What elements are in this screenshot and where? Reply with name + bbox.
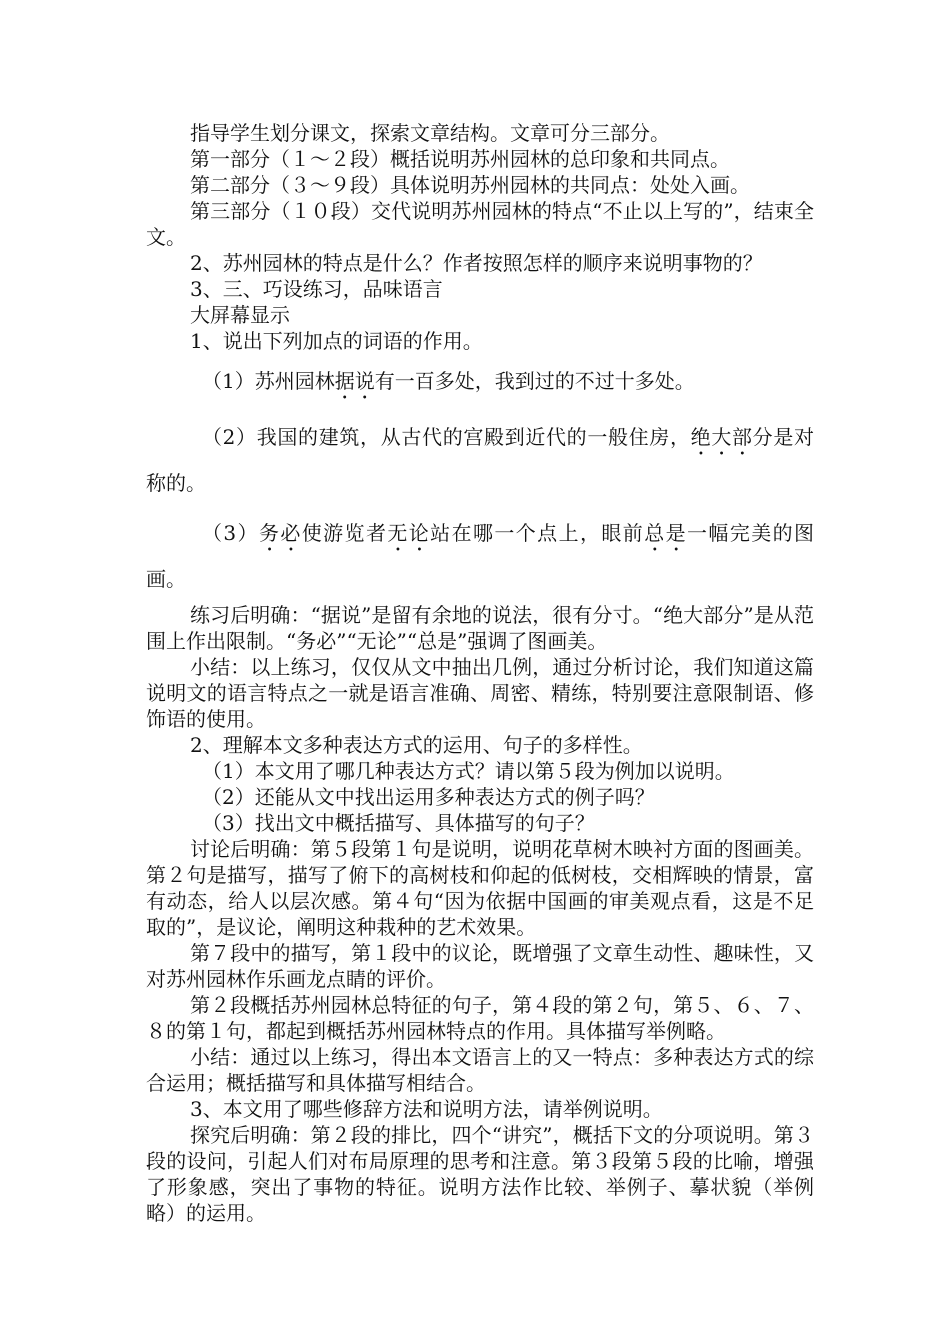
emphasis-dotted-word: 据说 [334,369,375,393]
paragraph: 2、理解本文多种表达方式的运用、句子的多样性。 [190,733,643,757]
example-sentence-1 [146,358,814,404]
paragraph: 第三部分（１０段）交代说明苏州园林的特点“不止以上写的”，结束全文。 [146,199,814,249]
paragraph: 小结：通过以上练习，得出本文语言上的又一特点：多种表达方式的综合运用；概括描写和具体描写相结合。 [146,1045,814,1095]
example-sentence-3 [146,510,814,602]
emphasis-dotted-word: 务必 [258,521,302,545]
sentence-text: 一幅完美的图画。 [146,521,815,591]
paragraph: 讨论后明确：第５段第１句是说明，说明花草树木映衬方面的图画美。第２句是描写，描写了俯下的高树枝和仰起的低树枝，交相辉映的情景，富有动态，给人以层次感。第４句“因为依据中国画的审美观点看，这是不足取的”，是议论，阐明这种栽种的艺术效果。 [146,837,814,939]
example-sentence-2 [146,414,814,506]
paragraph: （3）找出文中概括描写、具体描写的句子？ [202,811,595,835]
paragraph: 3、三、巧设练习，品味语言 [190,277,443,301]
document-page [146,120,814,1226]
emphasis-dotted-word: 绝大部 [690,425,753,449]
paragraph: 3、本文用了哪些修辞方法和说明方法，请举例说明。 [190,1097,663,1121]
sentence-text: 站在哪一个点上，眼前 [430,521,645,545]
paragraph: 第一部分（１～２段）概括说明苏州园林的总印象和共同点。 [190,147,730,171]
paragraph: 第二部分（３～９段）具体说明苏州园林的共同点：处处入画。 [190,173,750,197]
emphasis-dotted-word: 总是 [644,521,688,545]
sentence-text: （2）我国的建筑，从古代的宫殿到近代的一般住房， [202,425,691,449]
emphasis-dotted-word: 无论 [387,521,431,545]
sentence-text: （3） [202,521,259,545]
paragraph: 2、苏州园林的特点是什么？作者按照怎样的顺序来说明事物的？ [190,251,763,275]
paragraph: （2）还能从文中找出运用多种表达方式的例子吗？ [202,785,655,809]
paragraph: 练习后明确：“据说”是留有余地的说法，很有分寸。“绝大部分”是从范围上作出限制。“务必”“无论”“总是”强调了图画美。 [146,603,814,653]
paragraph: 第２段概括苏州园林总特征的句子，第４段的第２句，第５、６、７、８的第１句，都起到概括苏州园林特点的作用。具体描写举例略。 [146,993,814,1043]
paragraph: 大屏幕显示 [190,303,290,327]
paragraph: 第７段中的描写，第１段中的议论，既增强了文章生动性、趣味性，又对苏州园林作乐画龙点睛的评价。 [146,941,814,991]
paragraph: 探究后明确：第２段的排比，四个“讲究”，概括下文的分项说明。第３段的设问，引起人们对布局原理的思考和注意。第３段第５段的比喻，增强了形象感，突出了事物的特征。说明方法作比较、举例子、摹状貌（举例略）的运用。 [146,1123,814,1225]
paragraph: 小结：以上练习，仅仅从文中抽出几例，通过分析讨论，我们知道这篇说明文的语言特点之一就是语言准确、周密、精练，特别要注意限制语、修饰语的使用。 [146,655,814,731]
sentence-text: 有一百多处，我到过的不过十多处。 [374,369,695,393]
paragraph: 指导学生划分课文，探索文章结构。文章可分三部分。 [190,121,670,145]
sentence-text: 分是对称的。 [146,425,815,495]
sentence-text: （1）苏州园林 [202,369,335,393]
paragraph: 1、说出下列加点的词语的作用。 [190,329,483,353]
paragraph: （1）本文用了哪几种表达方式？请以第５段为例加以说明。 [202,759,735,783]
sentence-text: 使游览者 [301,521,388,545]
